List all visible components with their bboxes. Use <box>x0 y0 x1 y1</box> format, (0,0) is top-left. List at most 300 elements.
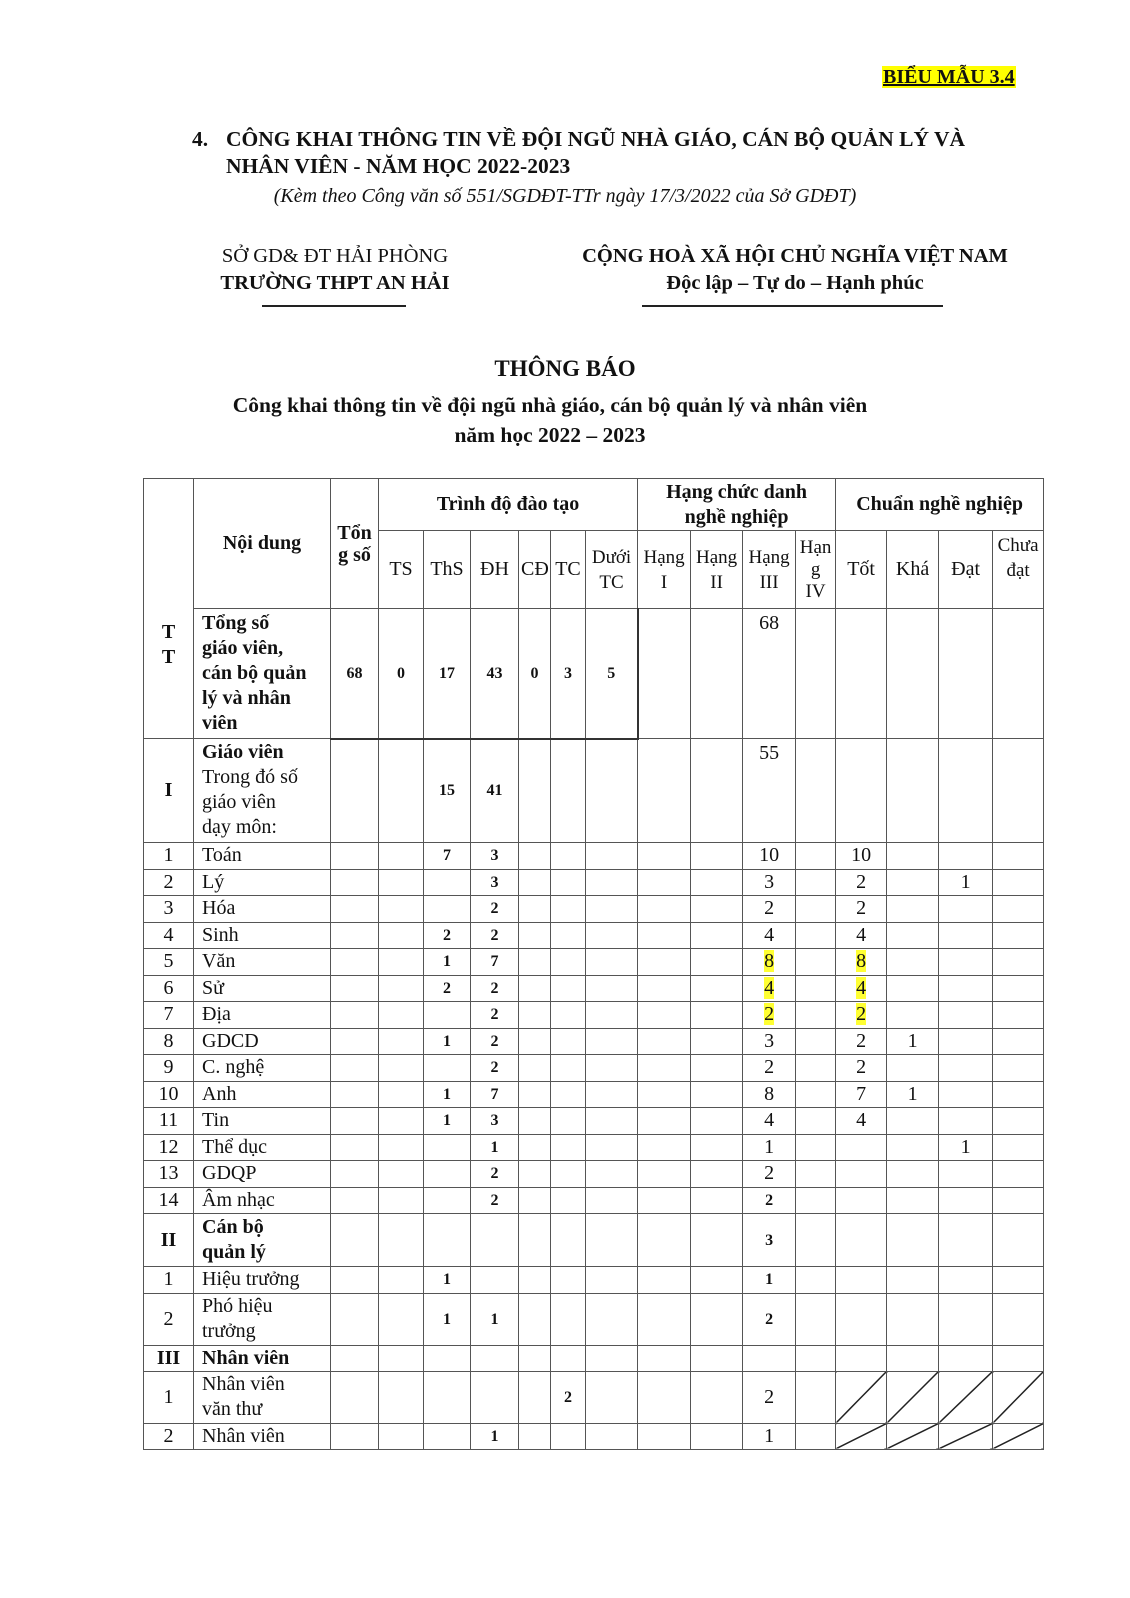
managers-tt: II <box>144 1214 194 1267</box>
subject-row <box>144 1002 1044 1029</box>
cell-hang3 <box>743 1002 796 1029</box>
cell-ths <box>424 1371 471 1423</box>
cell-hang4 <box>796 1371 836 1423</box>
cell-hang2 <box>691 1371 743 1423</box>
header-rank-line2: nghề nghiệp <box>684 505 789 528</box>
cell-kha-not-applicable <box>887 1371 939 1423</box>
subject-row <box>144 869 1044 896</box>
cell-tot <box>836 949 887 976</box>
cell-hang4 <box>796 1423 836 1450</box>
cell-tot: 4 <box>836 1108 887 1135</box>
cell-ths <box>424 1134 471 1161</box>
cell-hang3 <box>743 949 796 976</box>
cell-hang3: 2 <box>743 1187 796 1214</box>
summary-dh: 43 <box>471 609 519 739</box>
cell-hang3: 10 <box>743 843 796 870</box>
cell-hang2 <box>691 1028 743 1055</box>
cell-hang3: 1 <box>743 1134 796 1161</box>
teachers-hang4 <box>796 739 836 843</box>
header-duoi-tc-line1: Dưới <box>591 546 632 568</box>
cell-dat <box>939 1081 993 1108</box>
cell-duoi-tc <box>586 1423 638 1450</box>
cell-duoi-tc <box>586 1081 638 1108</box>
cell-ths: 1 <box>424 1081 471 1108</box>
subject-name: GDCD <box>194 1028 331 1055</box>
cell-ths <box>424 1002 471 1029</box>
cell-ths <box>424 896 471 923</box>
cell-dat-not-applicable <box>939 1423 993 1450</box>
cell-cd <box>519 975 551 1002</box>
header-rank-line1: Hạng chức danh <box>666 480 808 503</box>
summary-chua-dat <box>993 609 1044 739</box>
cell-hang1 <box>638 1055 691 1082</box>
header-cd: CĐ <box>519 531 551 609</box>
cell-hang1 <box>638 1081 691 1108</box>
teachers-cd <box>519 739 551 843</box>
cell-ths <box>424 1423 471 1450</box>
subject-name: Toán <box>194 843 331 870</box>
cell-chua-dat-not-applicable <box>993 1371 1044 1423</box>
cell-ths: 1 <box>424 1108 471 1135</box>
row-tt: 7 <box>144 1002 194 1029</box>
cell-total <box>331 1028 379 1055</box>
summary-tot <box>836 609 887 739</box>
teachers-kha <box>887 739 939 843</box>
cell-line: trưởng <box>202 1320 256 1342</box>
header-professional-rank <box>638 479 836 531</box>
cell-duoi-tc <box>586 869 638 896</box>
cell-total <box>331 896 379 923</box>
cell-duoi-tc <box>586 843 638 870</box>
cell-hang2 <box>691 1081 743 1108</box>
cell-chua-dat <box>993 1161 1044 1188</box>
cell-ts <box>379 1161 424 1188</box>
cell-tc: 2 <box>551 1371 586 1423</box>
cell-kha <box>887 1293 939 1345</box>
cell-dh: 1 <box>471 1423 519 1450</box>
cell-hang2 <box>691 869 743 896</box>
cell-duoi-tc <box>586 1267 638 1294</box>
cell-chua-dat <box>993 843 1044 870</box>
cell-ths <box>424 1055 471 1082</box>
country-name: CỘNG HOÀ XÃ HỘI CHỦ NGHĨA VIỆT NAM <box>582 245 1008 267</box>
subject-name: Địa <box>194 1002 331 1029</box>
cell-tc <box>551 869 586 896</box>
cell-dh: 2 <box>471 1161 519 1188</box>
cell-dat <box>939 949 993 976</box>
cell-hang4 <box>796 1028 836 1055</box>
reference-note: (Kèm theo Công văn số 551/SGDĐT-TTr ngày 17/3/2022 của Sở GDĐT) <box>273 185 857 207</box>
cell-chua-dat <box>993 1055 1044 1082</box>
subject-row <box>144 1187 1044 1214</box>
cell-hang1 <box>638 975 691 1002</box>
motto: Độc lập – Tự do – Hạnh phúc <box>666 272 924 294</box>
cell-ts <box>379 1267 424 1294</box>
cell-tc <box>551 949 586 976</box>
cell-dh: 2 <box>471 975 519 1002</box>
teachers-tot <box>836 739 887 843</box>
cell-hang3: 8 <box>743 1081 796 1108</box>
subject-row <box>144 1055 1044 1082</box>
summary-line: lý và nhân <box>202 687 291 709</box>
cell-ths: 1 <box>424 1028 471 1055</box>
staff-statistics-table <box>143 478 1044 1450</box>
cell-chua-dat <box>993 869 1044 896</box>
cell-hang4 <box>796 949 836 976</box>
cell-line: Nhân viên <box>202 1373 285 1395</box>
cell-hang2 <box>691 843 743 870</box>
cell-hang3: 2 <box>743 1293 796 1345</box>
cell-ts <box>379 975 424 1002</box>
cell-dat <box>939 1267 993 1294</box>
cell-hang2 <box>691 922 743 949</box>
cell-duoi-tc <box>586 1055 638 1082</box>
cell-ths <box>424 869 471 896</box>
cell-dat <box>939 975 993 1002</box>
cell-duoi-tc <box>586 1293 638 1345</box>
teachers-row <box>144 739 1044 843</box>
cell-hang1 <box>638 1187 691 1214</box>
cell-hang1 <box>638 949 691 976</box>
cell-hang1 <box>638 1134 691 1161</box>
summary-dat <box>939 609 993 739</box>
cell-dh: 3 <box>471 869 519 896</box>
cell-ts <box>379 949 424 976</box>
subject-row <box>144 896 1044 923</box>
header-total-line2: g số <box>338 543 371 566</box>
summary-kha <box>887 609 939 739</box>
cell-hang4 <box>796 1267 836 1294</box>
cell-hang3: 4 <box>743 922 796 949</box>
summary-ths: 17 <box>424 609 471 739</box>
teachers-hang3: 55 <box>743 739 796 843</box>
cell-dat <box>939 922 993 949</box>
header-tt-line1: T <box>161 621 176 643</box>
cell-dh: 2 <box>471 1028 519 1055</box>
cell-cd <box>519 949 551 976</box>
cell-dat <box>939 843 993 870</box>
notice-title: THÔNG BÁO <box>494 356 636 381</box>
cell-duoi-tc <box>586 1161 638 1188</box>
cell-total <box>331 1002 379 1029</box>
manager-rows <box>144 1267 1044 1346</box>
row-tt: 11 <box>144 1108 194 1135</box>
cell-dat <box>939 1108 993 1135</box>
row-tt: 5 <box>144 949 194 976</box>
cell-hang2 <box>691 1293 743 1345</box>
summary-tc: 3 <box>551 609 586 739</box>
summary-hang3: 68 <box>743 609 796 739</box>
cell-tc <box>551 1002 586 1029</box>
cell-duoi-tc <box>586 1134 638 1161</box>
cell-duoi-tc <box>586 1108 638 1135</box>
cell-chua-dat <box>993 1002 1044 1029</box>
cell-total <box>331 843 379 870</box>
cell-dh: 7 <box>471 1081 519 1108</box>
cell-cd <box>519 869 551 896</box>
cell-hang4 <box>796 922 836 949</box>
header-hang2-line2: II <box>710 571 723 593</box>
row-tt: 2 <box>144 1293 194 1345</box>
subject-name: GDQP <box>194 1161 331 1188</box>
teachers-tc <box>551 739 586 843</box>
cell-dat: 1 <box>939 1134 993 1161</box>
cell-total <box>331 869 379 896</box>
header-hang-1 <box>638 531 691 609</box>
subject-name: Sinh <box>194 922 331 949</box>
header-hang3-line1: Hạng <box>748 546 790 568</box>
header-tt <box>144 479 194 739</box>
cell-chua-dat <box>993 975 1044 1002</box>
summary-line: cán bộ quản <box>202 662 307 684</box>
cell-dh: 2 <box>471 1055 519 1082</box>
cell-hang4 <box>796 1187 836 1214</box>
form-tag: BIỂU MẪU 3.4 <box>883 66 1015 88</box>
cell-tc <box>551 843 586 870</box>
cell-dh: 1 <box>471 1134 519 1161</box>
cell-dat <box>939 1055 993 1082</box>
cell-hang2 <box>691 1187 743 1214</box>
header-chua-dat-line2: đạt <box>1006 560 1030 581</box>
cell-kha-not-applicable <box>887 1423 939 1450</box>
cell-cd <box>519 1267 551 1294</box>
cell-total <box>331 1187 379 1214</box>
summary-ts: 0 <box>379 609 424 739</box>
row-tt: 8 <box>144 1028 194 1055</box>
summary-line: viên <box>202 712 238 734</box>
cell-ts <box>379 1293 424 1345</box>
cell-duoi-tc <box>586 1002 638 1029</box>
cell-hang4 <box>796 869 836 896</box>
cell-kha <box>887 896 939 923</box>
cell-tot <box>836 1002 887 1029</box>
cell-dh: 2 <box>471 1187 519 1214</box>
managers-line: Cán bộ <box>202 1216 264 1238</box>
cell-tc <box>551 1187 586 1214</box>
cell-tot: 2 <box>836 869 887 896</box>
notice-subtitle-line2: năm học 2022 – 2023 <box>454 423 646 447</box>
cell-ts <box>379 1134 424 1161</box>
cell-total <box>331 1134 379 1161</box>
cell-hang2 <box>691 1108 743 1135</box>
subject-name: Tin <box>194 1108 331 1135</box>
issuer-underline <box>262 305 406 307</box>
staff-rows <box>144 1371 1044 1450</box>
header-dat: Đạt <box>939 531 993 609</box>
header-ths: ThS <box>424 531 471 609</box>
cell-line: Phó hiệu <box>202 1295 273 1317</box>
teachers-line: dạy môn: <box>202 816 277 838</box>
cell-total <box>331 1423 379 1450</box>
cell-hang4 <box>796 896 836 923</box>
cell-kha <box>887 869 939 896</box>
cell-duoi-tc <box>586 1028 638 1055</box>
managers-hang3: 3 <box>743 1214 796 1267</box>
subject-row <box>144 1134 1044 1161</box>
teachers-line: Trong đó số <box>202 766 298 788</box>
cell-tot: 10 <box>836 843 887 870</box>
cell-hang4 <box>796 1293 836 1345</box>
cell-chua-dat <box>993 1081 1044 1108</box>
cell-line: Hiệu trưởng <box>202 1268 300 1291</box>
cell-dh <box>471 1371 519 1423</box>
row-tt: 10 <box>144 1081 194 1108</box>
cell-ths: 1 <box>424 1293 471 1345</box>
teachers-dat <box>939 739 993 843</box>
row-tt: 12 <box>144 1134 194 1161</box>
cell-ts <box>379 1055 424 1082</box>
cell-tc <box>551 1108 586 1135</box>
teachers-line: giáo viên <box>202 791 276 813</box>
header-total-line1: Tổn <box>337 521 372 544</box>
header-tt-line2: T <box>161 646 176 668</box>
cell-duoi-tc <box>586 1371 638 1423</box>
header-duoi-tc-line2: TC <box>599 571 624 593</box>
cell-tot <box>836 1267 887 1294</box>
cell-hang4 <box>796 1161 836 1188</box>
cell-tc <box>551 922 586 949</box>
cell-duoi-tc <box>586 896 638 923</box>
summary-cd: 0 <box>519 609 551 739</box>
header-tot: Tốt <box>836 531 887 609</box>
cell-kha <box>887 1134 939 1161</box>
cell-hang3: 2 <box>743 1371 796 1423</box>
cell-tot <box>836 1134 887 1161</box>
summary-line: giáo viên, <box>202 637 284 659</box>
cell-duoi-tc <box>586 1187 638 1214</box>
subject-row <box>144 1081 1044 1108</box>
cell-kha <box>887 975 939 1002</box>
cell-total <box>331 1055 379 1082</box>
staff-member-row <box>144 1371 1044 1423</box>
header-training-level: Trình độ đào tạo <box>379 479 638 531</box>
cell-chua-dat <box>993 1187 1044 1214</box>
cell-duoi-tc <box>586 949 638 976</box>
cell-hang3: 3 <box>743 869 796 896</box>
teachers-hang1 <box>638 739 691 843</box>
cell-cd <box>519 1161 551 1188</box>
row-tt: 14 <box>144 1187 194 1214</box>
teachers-total <box>331 739 379 843</box>
header-hang1-line1: Hạng <box>643 546 685 568</box>
subject-name: C. nghệ <box>194 1055 331 1082</box>
cell-hang1 <box>638 1161 691 1188</box>
section-title-line2: NHÂN VIÊN - NĂM HỌC 2022-2023 <box>226 154 571 178</box>
cell-tc <box>551 1028 586 1055</box>
subject-row <box>144 949 1044 976</box>
cell-tot <box>836 1161 887 1188</box>
cell-kha <box>887 1108 939 1135</box>
cell-kha <box>887 949 939 976</box>
manager-row <box>144 1267 1044 1294</box>
managers-row <box>144 1214 1044 1267</box>
teachers-title: Giáo viên <box>202 741 284 763</box>
cell-hang2 <box>691 1267 743 1294</box>
header-hang-4 <box>796 531 836 609</box>
manager-title <box>194 1267 331 1294</box>
cell-ths: 7 <box>424 843 471 870</box>
cell-cd <box>519 896 551 923</box>
cell-ths: 2 <box>424 975 471 1002</box>
row-tt: 6 <box>144 975 194 1002</box>
cell-total <box>331 1108 379 1135</box>
cell-hang4 <box>796 1002 836 1029</box>
cell-ts <box>379 869 424 896</box>
cell-total <box>331 1293 379 1345</box>
cell-tot: 2 <box>836 1055 887 1082</box>
cell-ts <box>379 1187 424 1214</box>
header-kha: Khá <box>887 531 939 609</box>
header-row-groups <box>144 479 1044 531</box>
cell-ts <box>379 896 424 923</box>
cell-total <box>331 922 379 949</box>
cell-total <box>331 975 379 1002</box>
cell-chua-dat <box>993 949 1044 976</box>
cell-kha <box>887 922 939 949</box>
row-tt: 13 <box>144 1161 194 1188</box>
highlighted-value: 8 <box>856 950 867 973</box>
subject-row <box>144 922 1044 949</box>
cell-kha <box>887 1055 939 1082</box>
cell-hang2 <box>691 949 743 976</box>
header-hang4-line3: IV <box>805 580 826 602</box>
header-hang-3 <box>743 531 796 609</box>
cell-tc <box>551 1081 586 1108</box>
section-title <box>192 126 1012 180</box>
cell-ths <box>424 1187 471 1214</box>
cell-ts <box>379 1002 424 1029</box>
cell-dat <box>939 1293 993 1345</box>
cell-ths: 2 <box>424 922 471 949</box>
cell-hang1 <box>638 1028 691 1055</box>
cell-tot-not-applicable <box>836 1371 887 1423</box>
subject-row <box>144 843 1044 870</box>
cell-dat <box>939 1028 993 1055</box>
cell-chua-dat <box>993 1134 1044 1161</box>
subject-rows <box>144 843 1044 1214</box>
cell-kha <box>887 1187 939 1214</box>
header-hang1-line2: I <box>660 571 668 593</box>
cell-kha: 1 <box>887 1081 939 1108</box>
cell-dh: 3 <box>471 843 519 870</box>
row-tt: 4 <box>144 922 194 949</box>
teachers-content <box>194 739 331 843</box>
cell-tot: 4 <box>836 922 887 949</box>
row-tt: 1 <box>144 843 194 870</box>
cell-tc <box>551 1161 586 1188</box>
notice-subtitle-line1: Công khai thông tin về đội ngũ nhà giáo, cán bộ quản lý và nhân viên <box>232 393 868 417</box>
school-name: TRƯỜNG THPT AN HẢI <box>220 272 450 294</box>
staff-row <box>144 1345 1044 1371</box>
cell-hang2 <box>691 1134 743 1161</box>
cell-dh: 1 <box>471 1293 519 1345</box>
cell-total <box>331 1161 379 1188</box>
teachers-hang2 <box>691 739 743 843</box>
cell-hang1 <box>638 1371 691 1423</box>
cell-total <box>331 1081 379 1108</box>
cell-hang1 <box>638 869 691 896</box>
cell-chua-dat <box>993 1028 1044 1055</box>
cell-ts <box>379 1028 424 1055</box>
header-dh: ĐH <box>471 531 519 609</box>
issuer-block <box>180 243 490 297</box>
cell-hang3 <box>743 975 796 1002</box>
notice-subtitle <box>0 390 1130 450</box>
cell-hang2 <box>691 975 743 1002</box>
cell-tc <box>551 1293 586 1345</box>
cell-total <box>331 1371 379 1423</box>
highlighted-value: 4 <box>856 976 867 999</box>
